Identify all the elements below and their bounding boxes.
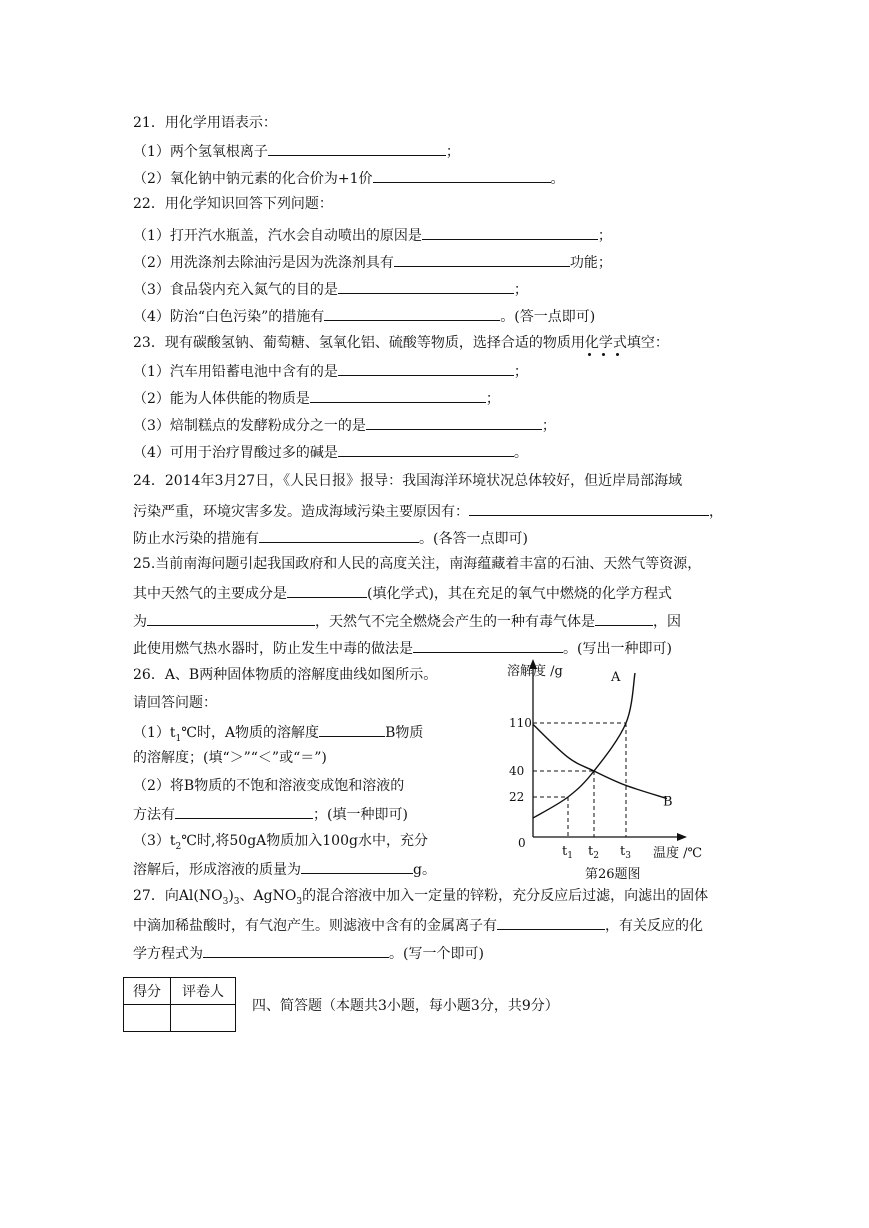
q24-line2: 污染严重，环境灾害多发。造成海域污染主要原因有： ， <box>133 500 723 522</box>
answer-blank[interactable] <box>497 914 605 930</box>
answer-blank[interactable] <box>338 278 514 294</box>
q21-sub1: （1）两个氢氧根离子 ； <box>133 140 460 162</box>
score-header: 得分 <box>124 978 171 1005</box>
q26-sub1-cont: 的溶解度；(填“＞”“＜”或“＝”) <box>133 750 327 766</box>
answer-blank[interactable] <box>373 167 551 183</box>
answer-blank[interactable] <box>469 500 709 516</box>
answer-blank[interactable] <box>287 582 367 598</box>
score-table <box>123 977 236 1032</box>
answer-blank[interactable] <box>301 858 413 874</box>
answer-blank[interactable] <box>422 224 598 240</box>
q22-sub3: （3）食品袋内充入氮气的目的是 ； <box>133 278 528 300</box>
answer-blank[interactable] <box>338 441 514 457</box>
answer-blank[interactable] <box>268 140 446 156</box>
answer-blank[interactable] <box>413 637 563 653</box>
q26-sub3-cont: 溶解后，形成溶液的质量为 g。 <box>133 858 436 880</box>
curve-b-label: B <box>663 794 673 810</box>
x-tick-label: $t_3$ <box>620 844 631 861</box>
answer-blank[interactable] <box>259 527 419 543</box>
q26-sub1: $(1)t_1℃$时，A物质的溶解度 B物质 <box>133 721 423 749</box>
curve-a <box>533 673 635 818</box>
q26-sub2-cont: 方法有 ；(填一种即可) <box>133 803 408 825</box>
q25-line1: 25.当前南海问题引起我国政府和人民的高度关注，南海蕴藏着丰富的石油、天然气等资源， <box>133 556 702 572</box>
q21-title: 21．用化学用语表示： <box>133 115 277 131</box>
q23-sub4: （4）可用于治疗胃酸过多的碱是 。 <box>133 441 528 463</box>
answer-blank[interactable] <box>366 414 542 430</box>
solubility-chart <box>495 655 715 885</box>
q23-sub1: （1）汽车用铅蓄电池中含有的是 ； <box>133 360 528 382</box>
grader-cell[interactable] <box>171 1005 236 1032</box>
y-axis-label: 溶解度 /g <box>507 664 563 679</box>
answer-blank[interactable] <box>324 305 500 321</box>
q27-line1: 27．向$Al(NO_3)_3$、AgNO$_3$的混合溶液中加入一定量的锌粉，充分反应后过滤，向滤出的固体 <box>133 888 709 907</box>
answer-blank[interactable] <box>147 610 315 626</box>
y-tick-label: 110 <box>509 716 532 730</box>
q26-sub2: （2）将B物质的不饱和溶液变成饱和溶液的 <box>133 778 405 794</box>
q26-line1: 26．A、B两种固体物质的溶解度曲线如图所示。 <box>133 667 438 683</box>
q23-sub3: （3）焙制糕点的发酵粉成分之一的是 ； <box>133 414 556 436</box>
q27-line2: 中滴加稀盐酸时，有气泡产生。则滤液中含有的金属离子有 ，有关反应的化 <box>133 914 703 936</box>
chart-caption: 第26题图 <box>585 867 641 882</box>
x-tick-label: $t_2$ <box>588 844 599 861</box>
q23-title: 23．现有碳酸氢钠、葡萄糖、氢氧化铝、硫酸等物质，选择合适的物质用化学式 填空： <box>133 333 669 353</box>
curve-b <box>533 724 667 798</box>
curve-a-label: A <box>611 670 621 685</box>
y-tick-label: 22 <box>509 790 525 804</box>
y-tick-label: 40 <box>509 764 525 778</box>
origin-label: 0 <box>518 836 526 850</box>
grader-header: 评卷人 <box>171 978 236 1005</box>
answer-blank[interactable] <box>310 387 486 403</box>
emphasis-text: 化学式 <box>585 335 627 351</box>
answer-blank[interactable] <box>319 721 385 737</box>
q22-sub4: （4）防治“白色污染”的措施有 。(答一点即可) <box>133 305 595 327</box>
q26-line2: 请回答问题： <box>133 695 217 711</box>
q22-title: 22．用化学知识回答下列问题： <box>133 196 333 212</box>
q25-line4: 此使用燃气热水器时，防止发生中毒的做法是 。(写出一种即可) <box>133 637 672 659</box>
q27-line3: 学方程式为 。(写一个即可) <box>133 942 484 964</box>
section-heading: 四、简答题（本题共3小题，每小题3分，共9分） <box>252 998 559 1014</box>
q22-sub1: （1）打开汽水瓶盖，汽水会自动喷出的原因是 ； <box>133 224 612 246</box>
answer-blank[interactable] <box>338 360 514 376</box>
q26-sub3: $(3)t_2℃$时,将50gA物质加入100g水中，充分 <box>133 833 428 852</box>
q24-line3: 防止水污染的措施有 。(各答一点即可) <box>133 527 528 549</box>
q23-sub2: （2）能为人体供能的物质是 ； <box>133 387 500 409</box>
answer-blank[interactable] <box>175 803 313 819</box>
x-axis-arrow <box>677 833 687 841</box>
q22-sub2: （2）用洗涤剂去除油污是因为洗涤剂具有 功能； <box>133 251 612 273</box>
x-tick-label: $t_1$ <box>562 844 573 861</box>
answer-blank[interactable] <box>394 251 570 267</box>
score-cell[interactable] <box>124 1005 171 1032</box>
q21-sub2: （2）氧化钠中钠元素的化合价为+1价 。 <box>133 167 565 189</box>
q24-line1: 24．2014年3月27日，《人民日报》报导：我国海洋环境状况总体较好，但近岸局部海域 <box>133 473 683 489</box>
answer-blank[interactable] <box>595 610 653 626</box>
x-axis-label: 温度 /℃ <box>653 846 703 861</box>
q25-line2: 其中天然气的主要成分是 (填化学式)，其在充足的氧气中燃烧的化学方程式 <box>133 582 672 604</box>
q25-line3: 为 ，天然气不完全燃烧会产生的一种有毒气体是 ，因 <box>133 610 681 632</box>
answer-blank[interactable] <box>203 942 389 958</box>
